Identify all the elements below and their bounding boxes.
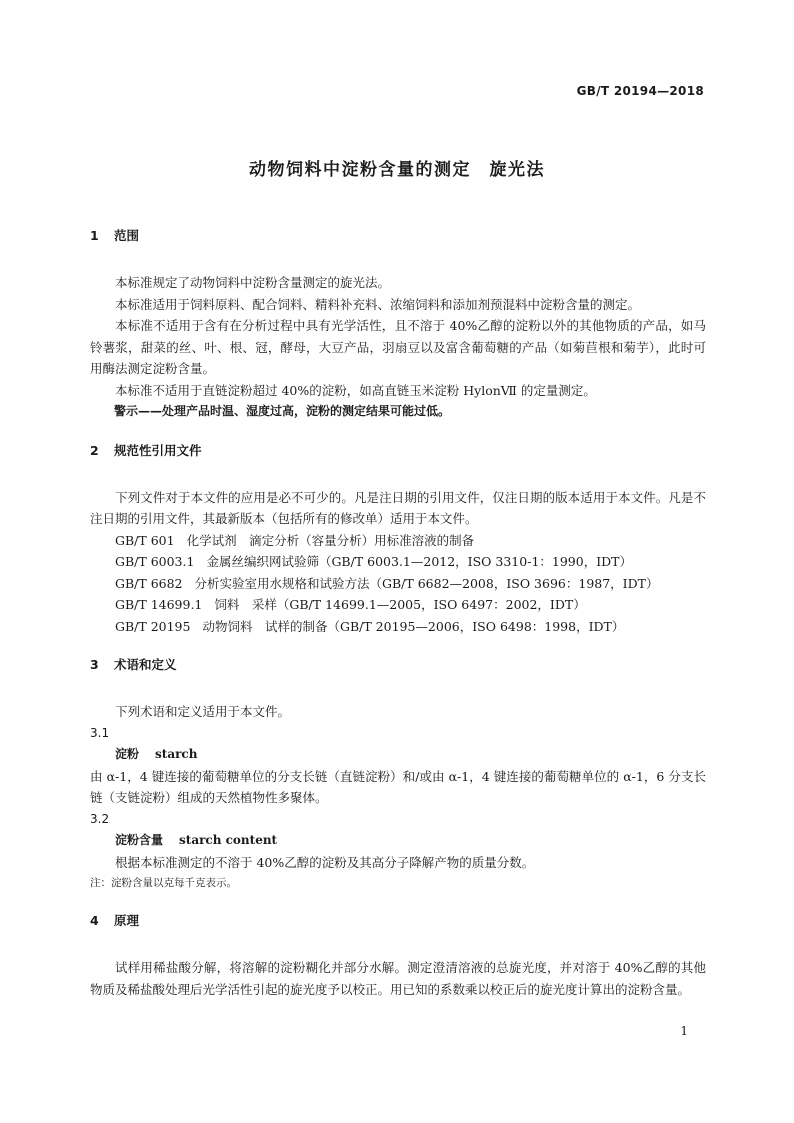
reference-text: 化学试剂 滴定分析（容量分析）用标准溶液的制备 <box>186 532 475 548</box>
term-en: starch <box>155 747 198 761</box>
term-en: starch content <box>179 833 278 847</box>
reference-item <box>90 551 706 573</box>
note: 注：淀粉含量以克每千克表示。 <box>90 877 237 889</box>
term-definition: 根据本标准测定的不溶于 40%乙醇的淀粉及其高分子降解产物的质量分数。 <box>115 854 535 870</box>
section-title: 范围 <box>114 228 140 243</box>
reference-item <box>90 530 706 552</box>
section-number: 2 <box>90 442 99 458</box>
page-number: 1 <box>680 1024 688 1038</box>
term-zh: 淀粉 <box>115 747 140 761</box>
reference-item <box>90 573 706 595</box>
reference-code: GB/T 14699.1 <box>115 597 203 612</box>
standard-code: GB/T 20194—2018 <box>576 84 704 98</box>
paragraph: 下列术语和定义适用于本文件。 <box>115 704 291 719</box>
section-title: 规范性引用文件 <box>114 442 202 458</box>
paragraph: 本标准适用于饲料原料、配合饲料、精料补充料、浓缩饲料和添加剂预混料中淀粉含量的测定。 <box>115 296 641 312</box>
section-title: 术语和定义 <box>114 657 177 672</box>
reference-code: GB/T 6682 <box>115 575 183 591</box>
document-title: 动物饲料中淀粉含量的测定 旋光法 <box>249 160 545 180</box>
paragraph: 本标准规定了动物饲料中淀粉含量测定的旋光法。 <box>115 275 391 290</box>
section-heading-terms <box>90 655 706 673</box>
reference-code: GB/T 601 <box>115 532 175 548</box>
warning-text: 警示——处理产品时温、湿度过高，淀粉的测定结果可能过低。 <box>114 404 451 418</box>
section-number: 3 <box>90 657 99 672</box>
term-number: 3.2 <box>90 811 110 826</box>
paragraph: 下列文件对于本文件的应用是必不可少的。凡是注日期的引用文件，仅注日期的版本适用于本文件。凡是不注日期的引用文件，其最新版本（包括所有的修改单）适用于本文件。 <box>90 489 706 526</box>
section-heading-normative-references <box>90 441 706 459</box>
term-number: 3.1 <box>90 725 110 740</box>
section-heading-principle <box>90 911 706 929</box>
reference-text: 饲料 采样（GB/T 14699.1—2005，ISO 6497：2002，IDT） <box>214 597 586 612</box>
section-number: 1 <box>90 228 99 243</box>
reference-text: 分析实验室用水规格和试验方法（GB/T 6682—2008，ISO 3696：1987，IDT） <box>194 575 659 591</box>
reference-text: 金属丝编织网试验筛（GB/T 6003.1—2012，ISO 3310-1：1990，IDT） <box>206 554 632 569</box>
paragraph: 本标准不适用于含有在分析过程中具有光学活性，且不溶于 40%乙醇的淀粉以外的其他物质的产品，如马铃薯浆，甜菜的丝、叶、根、冠，酵母，大豆产品，羽扇豆以及富含葡萄糖的产品（如菊苣根和菊芋），此时可用酶法测定淀粉含量。 <box>90 318 706 376</box>
term-zh: 淀粉含量 <box>115 833 164 847</box>
reference-code: GB/T 20195 <box>115 618 191 634</box>
reference-item <box>90 616 706 638</box>
paragraph: 试样用稀盐酸分解，将溶解的淀粉糊化并部分水解。测定澄清溶液的总旋光度，并对溶于 40%乙醇的其他物质及稀盐酸处理后光学活性引起的旋光度予以校正。用已知的系数乘以校正后的旋光度计算出的淀粉含量。 <box>90 960 706 997</box>
term-definition: 由 α-1，4 键连接的葡萄糖单位的分支长链（直链淀粉）和/或由 α-1，4 键连接的葡萄糖单位的 α-1，6 分支长链（支链淀粉）组成的天然植物性多聚体。 <box>90 768 706 805</box>
section-title: 原理 <box>114 913 140 928</box>
reference-item <box>90 594 706 616</box>
reference-text: 动物饲料 试样的制备（GB/T 20195—2006，ISO 6498：1998，IDT） <box>202 618 625 634</box>
term-entry <box>90 744 706 766</box>
section-heading-scope <box>90 226 706 244</box>
document-body <box>90 226 706 1000</box>
term-entry <box>90 830 706 852</box>
reference-code: GB/T 6003.1 <box>115 554 195 569</box>
paragraph: 本标准不适用于直链淀粉超过 40%的淀粉，如高直链玉米淀粉 HylonⅦ 的定量测定。 <box>115 382 596 398</box>
section-number: 4 <box>90 913 99 928</box>
